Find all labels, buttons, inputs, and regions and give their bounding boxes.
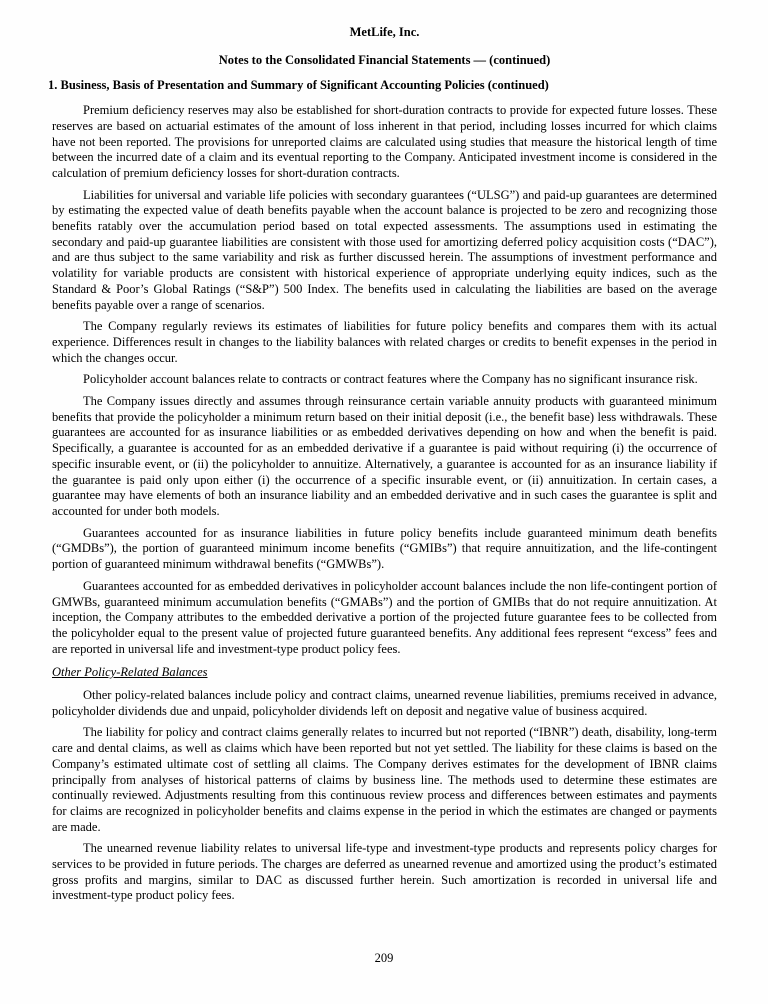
- paragraph-company-reviews-estimates: The Company regularly reviews its estimates of liabilities for future policy benefits and compares them with its actual experience. Differences result in changes to the liability balances with related charges or credits to benefit expenses in the period in which the changes occur.: [52, 319, 717, 365]
- paragraph-insurance-liability-guarantees: Guarantees accounted for as insurance liabilities in future policy benefits include guaranteed minimum death benefits (“GMDBs”), the portion of guaranteed minimum income benefits (“GMIBs”) that require annuitization, and the life-contingent portion of guaranteed minimum withdrawal benefits (“GMWBs”).: [52, 525, 717, 572]
- section-heading: 1. Business, Basis of Presentation and Summary of Significant Accounting Policies (continued): [48, 78, 549, 93]
- paragraph-embedded-derivative-guarantees: Guarantees accounted for as embedded derivatives in policyholder account balances include the non life-contingent portion of GMWBs, guaranteed minimum accumulation benefits (“GMABs”) and the portion of GMIBs that do not require annuitization. At inception, the Company attributes to the embedded derivative a portion of the projected future guarantee fees to be collected from the policyholder equal to the present value of projected future guaranteed benefits. Any additional fees represent “excess” fees and are reported in universal life and investment-type product policy fees.: [52, 578, 717, 656]
- company-name: MetLife, Inc.: [349, 25, 420, 39]
- document-title: Notes to the Consolidated Financial Statements — (continued): [218, 52, 551, 67]
- paragraph-policyholder-account-balances: Policyholder account balances relate to contracts or contract features where the Company has no significant insurance risk.: [83, 372, 698, 387]
- subsection-heading-other-policy-related-balances: Other Policy-Related Balances: [52, 665, 208, 680]
- paragraph-ulsg-paid-up-guarantees: Liabilities for universal and variable life policies with secondary guarantees (“ULSG”) and paid-up guarantees are determined by estimating the expected value of death benefits payable when the account balance is projected to be zero and recognizing those benefits ratably over the accumulation period based on total expected assessments. The assumptions used in estimating the secondary and paid-up guarantee liabilities are consistent with those used for amortizing deferred policy acquisition costs (“DAC”), and are thus subject to the same variability and risk as further discussed herein. The assumptions of investment performance and volatility for variable products are consistent with historical experience of appropriate underlying equity indices, such as the Standard & Poor’s Global Ratings (“S&P”) 500 Index. The benefits used in calculating the liabilities are based on the average benefits payable over a range of scenarios.: [52, 187, 717, 312]
- paragraph-variable-annuity-guarantees: The Company issues directly and assumes through reinsurance certain variable annuity products with guaranteed minimum benefits that provide the policyholder a minimum return based on their initial deposit (i.e., the benefit base) less withdrawals. These guarantees are accounted for as insurance liabilities or as embedded derivatives depending on how and when the benefit is paid. Specifically, a guarantee is accounted for as an embedded derivative if a guarantee is paid without requiring (i) the occurrence of specific insurable event, or (ii) the policyholder to annuitize. Alternatively, a guarantee is accounted for as an insurance liability if the guarantee is paid only upon either (i) the occurrence of a specific insurable event, or (ii) annuitization. In certain cases, a guarantee may have elements of both an insurance liability and an embedded derivative and in such cases the guarantee is split and accounted for under both models.: [52, 394, 717, 518]
- paragraph-policy-and-contract-claims: The liability for policy and contract claims generally relates to incurred but not reported (“IBNR”) death, disability, long-term care and dental claims, as well as claims which have been reported but not yet settled. The liability for these claims is based on the Company’s estimated ultimate cost of settling all claims. The Company derives estimates for the development of IBNR claims principally from analyses of historical patterns of claims by business line. The methods used to determine these estimates are continually reviewed. Adjustments resulting from this continuous review process and differences between estimates and payments for claims are recognized in policyholder benefits and claims expense in the period in which the estimates are changed or payments are made.: [52, 725, 717, 834]
- page-number: 209: [374, 951, 394, 965]
- paragraph-premium-deficiency-reserves: Premium deficiency reserves may also be established for short-duration contracts to provide for expected future losses. These reserves are based on actuarial estimates of the amount of loss inherent in that period, including losses incurred for which claims have not been reported. The provisions for unreported claims are calculated using studies that measure the historical length of time between the incurred date of a claim and its eventual reporting to the Company. Anticipated investment income is considered in the calculation of premium deficiency losses for short-duration contracts.: [52, 103, 717, 180]
- paragraph-unearned-revenue-liability: The unearned revenue liability relates to universal life-type and investment-type products and represents policy charges for services to be provided in future periods. The charges are deferred as unearned revenue and amortized using the product’s estimated gross profits and margins, similar to DAC as discussed further herein. Such amortization is recorded in universal life and investment-type product policy fees.: [52, 841, 717, 903]
- paragraph-other-policy-related-balances: Other policy-related balances include policy and contract claims, unearned revenue liabilities, premiums received in advance, policyholder dividends due and unpaid, policyholder dividends left on deposit and negative value of business acquired.: [52, 688, 717, 718]
